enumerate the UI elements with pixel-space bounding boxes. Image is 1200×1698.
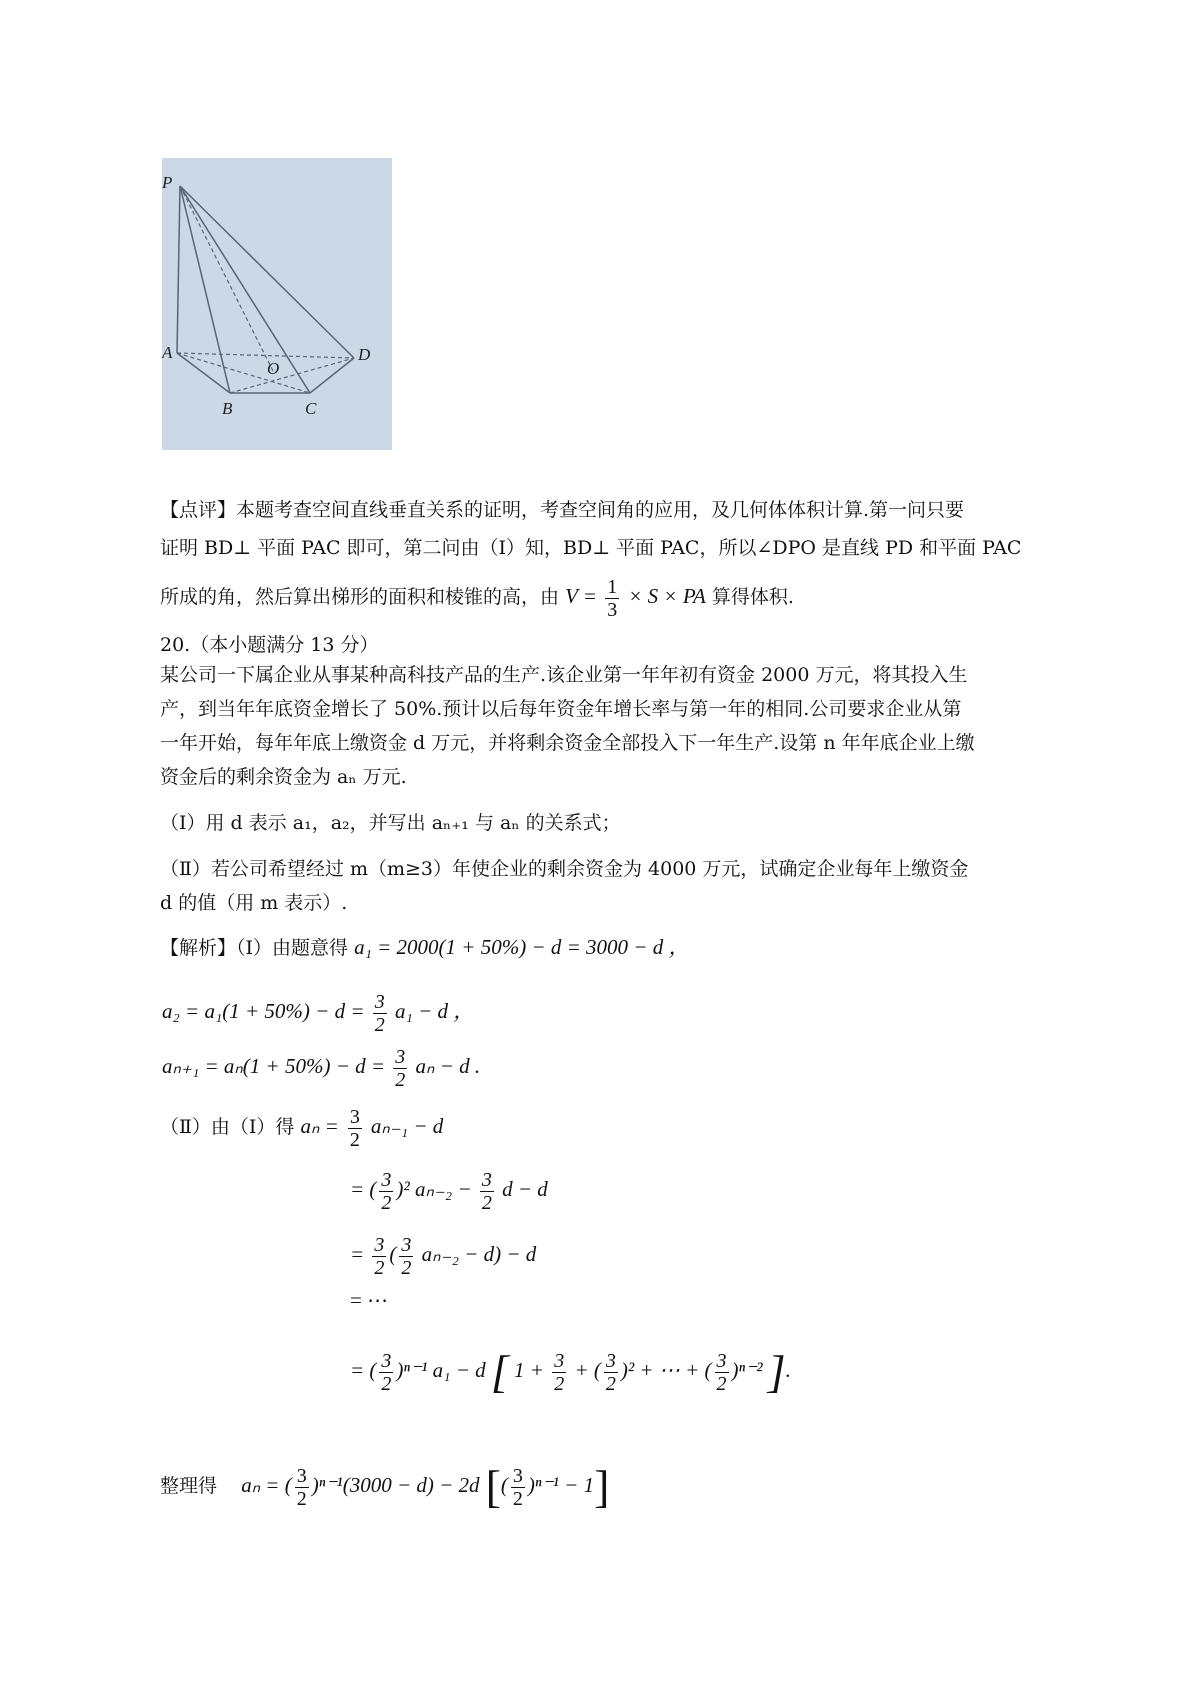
review-line-1: 【点评】本题考查空间直线垂直关系的证明，考查空间角的应用，及几何体体积计算.第一问只要 xyxy=(160,499,965,521)
three-halves-fraction: $\frac{3}{2}$ xyxy=(296,1464,307,1510)
equation-a1: a₁ = 2000(1 + 50%) − d = 3000 − d ， xyxy=(354,935,690,959)
left-bracket: [ xyxy=(490,1346,509,1398)
three-halves-fraction: $\frac{3}{2}$ xyxy=(381,1168,392,1214)
three-halves-fraction: $\frac{3}{2}$ xyxy=(481,1168,492,1214)
three-halves-fraction: $\frac{3}{2}$ xyxy=(374,990,385,1036)
review-line-2: 证明 BD⊥ 平面 PAC 即可，第二问由（Ⅰ）知，BD⊥ 平面 PAC，所以∠DPO 是直线 PD 和平面 PAC xyxy=(160,537,1022,559)
three-halves-fraction: $\frac{3}{2}$ xyxy=(349,1105,360,1151)
problem-para-3: 一年开始，每年年底上缴资金 d 万元，并将剩余资金全部投入下一年生产.设第 n 年年底企业上缴 xyxy=(160,732,975,754)
right-bracket: ] xyxy=(594,1461,610,1512)
edge-cd xyxy=(310,358,354,393)
edge-pc xyxy=(180,186,310,393)
diag-ac xyxy=(177,353,310,393)
solution-line-1 xyxy=(160,930,689,965)
equation-recurrence: aₙ₊₁ = aₙ(1 + 50%) − d = $\frac{3}{2}$ aₙ − d . xyxy=(162,1045,481,1091)
problem-para-4: 资金后的剩余资金为 aₙ 万元. xyxy=(160,766,407,788)
problem-heading: 20.（本小题满分 13 分） xyxy=(160,634,379,656)
three-halves-fraction: $\frac{3}{2}$ xyxy=(716,1349,727,1395)
three-halves-fraction: $\frac{3}{2}$ xyxy=(512,1464,523,1510)
problem-para-1: 某公司一下属企业从事某种高科技产品的生产.该企业第一年年初有资金 2000 万元，将其投入生 xyxy=(160,664,968,686)
right-bracket: ] xyxy=(767,1346,786,1398)
equation-a2: a₂ = a₁(1 + 50%) − d = $\frac{3}{2}$ a₁ − d ， xyxy=(162,990,475,1036)
pyramid-diagram xyxy=(162,158,392,450)
label-a: A xyxy=(162,343,173,362)
one-third-fraction: $\frac{1}{3}$ xyxy=(607,575,618,621)
left-bracket: [ xyxy=(485,1461,501,1512)
review-line-3-pre: 所成的角，然后算出梯形的面积和棱锥的高，由 xyxy=(160,586,560,608)
question-1: （Ⅰ）用 d 表示 a₁，a₂，并写出 aₙ₊₁ 与 aₙ 的关系式； xyxy=(160,812,621,834)
label-o: O xyxy=(267,359,280,378)
volume-formula-rhs: × S × PA xyxy=(628,584,706,608)
solution-label: 【解析】（Ⅰ）由题意得 xyxy=(160,937,349,959)
edge-pa xyxy=(177,186,180,353)
pyramid-figure xyxy=(162,158,392,450)
question-2-line-2: d 的值（用 m 表示）. xyxy=(160,892,348,914)
three-halves-fraction: $\frac{3}{2}$ xyxy=(395,1045,406,1091)
step-5: = ( $\frac{3}{2}$ )ⁿ⁻¹ a₁ − d [ 1 + $\frac{3}{2}$ + ( $\frac{3}{2}$ )² + ⋯ + ( $\frac{3}{2}$ )ⁿ⁻² ]. xyxy=(350,1346,791,1398)
part2-label: （Ⅱ）由（Ⅰ）得 xyxy=(160,1116,295,1138)
edge-po xyxy=(180,186,274,373)
label-c: C xyxy=(305,399,317,418)
three-halves-fraction: $\frac{3}{2}$ xyxy=(554,1349,565,1395)
final-result: 整理得 aₙ = ( $\frac{3}{2}$ )ⁿ⁻¹(3000 − d) − 2d [( $\frac{3}{2}$ )ⁿ⁻¹ − 1] xyxy=(160,1461,610,1512)
review-line-3 xyxy=(160,570,794,623)
three-halves-fraction: $\frac{3}{2}$ xyxy=(605,1349,616,1395)
label-d: D xyxy=(358,345,371,364)
edge-pd xyxy=(180,186,354,358)
label-b: B xyxy=(222,399,233,418)
question-2-line-1: （Ⅱ）若公司希望经过 m（m≥3）年使企业的剩余资金为 4000 万元，试确定企业每年上缴资金 xyxy=(160,858,969,880)
part2-line-1: （Ⅱ）由（Ⅰ）得 aₙ = $\frac{3}{2}$ aₙ₋₁ − d xyxy=(160,1105,444,1151)
volume-formula-lhs: V = xyxy=(565,584,603,608)
step-3: = $\frac{3}{2}$ ( $\frac{3}{2}$ aₙ₋₂ − d) − d xyxy=(350,1233,537,1279)
review-line-3-post: 算得体积. xyxy=(711,586,794,608)
three-halves-fraction: $\frac{3}{2}$ xyxy=(374,1233,385,1279)
three-halves-fraction: $\frac{3}{2}$ xyxy=(401,1233,412,1279)
step-2: = ( $\frac{3}{2}$ )² aₙ₋₂ − $\frac{3}{2}$ d − d xyxy=(350,1168,548,1214)
label-p: P xyxy=(162,173,173,192)
final-label: 整理得 xyxy=(160,1475,218,1497)
three-halves-fraction: $\frac{3}{2}$ xyxy=(381,1349,392,1395)
problem-para-2: 产，到当年年底资金增长了 50%.预计以后每年资金年增长率与第一年的相同.公司要求企业从第 xyxy=(160,698,962,720)
step-4: = ⋯ xyxy=(350,1288,389,1312)
